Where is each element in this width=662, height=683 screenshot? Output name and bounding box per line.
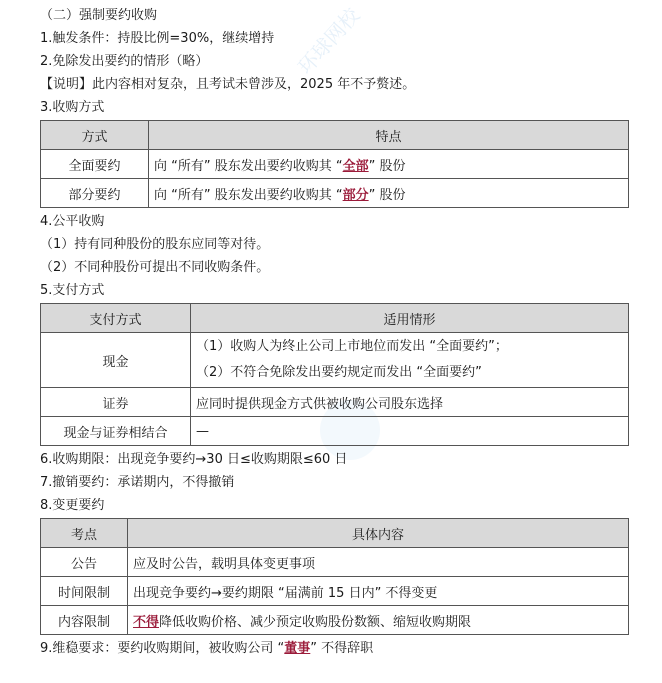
payment-securities-case: 应同时提供现金方式供被收购公司股东选择	[191, 388, 629, 417]
table-row	[41, 150, 629, 179]
cash-case-2: （2）不符合免除发出要约规定而发出 “全面要约”	[196, 365, 482, 380]
method-header-mode: 方式	[41, 121, 149, 150]
fair-title: 4.公平收购	[40, 214, 105, 229]
method-table	[40, 120, 629, 208]
table-row	[41, 548, 629, 577]
change-content: 应及时公告，载明具体变更事项	[128, 548, 629, 577]
stability-requirement: 9.维稳要求：要约收购期间，被收购公司 “董事” 不得辞职	[40, 641, 374, 656]
change-content: 不得降低收购价格、减少预定收购股份数额、缩短收购期限	[128, 606, 629, 635]
payment-cash: 现金	[41, 333, 191, 388]
table-row	[41, 417, 629, 446]
change-header-content: 具体内容	[128, 519, 629, 548]
change-point: 内容限制	[41, 606, 128, 635]
payment-header-mode: 支付方式	[41, 304, 191, 333]
note-line: 【说明】此内容相对复杂，且考试未曾涉及，2025 年不予赘述。	[40, 77, 416, 92]
table-row	[41, 577, 629, 606]
section-heading: （二）强制要约收购	[40, 8, 158, 23]
method-header-feature: 特点	[149, 121, 629, 150]
payment-mixed: 现金与证券相结合	[41, 417, 191, 446]
emphasis-text: 全部	[342, 158, 369, 174]
change-title: 8.变更要约	[40, 498, 105, 513]
fair-point-1: （1）持有同种股份的股东应同等对待。	[40, 237, 270, 252]
change-point: 时间限制	[41, 577, 128, 606]
change-table	[40, 518, 629, 635]
offer-revoke: 7.撤销要约：承诺期内，不得撤销	[40, 475, 235, 490]
table-row	[41, 388, 629, 417]
method-name: 全面要约	[41, 150, 149, 179]
payment-header-case: 适用情形	[191, 304, 629, 333]
payment-table	[40, 303, 629, 446]
change-header-point: 考点	[41, 519, 128, 548]
table-row	[41, 606, 629, 635]
offer-period: 6.收购期限：出现竞争要约→30 日≤收购期限≤60 日	[40, 452, 348, 467]
method-feature: 向 “所有” 股东发出要约收购其 “部分” 股份	[149, 179, 629, 208]
method-name: 部分要约	[41, 179, 149, 208]
document-body	[40, 4, 630, 660]
change-point: 公告	[41, 548, 128, 577]
method-title: 3.收购方式	[40, 100, 105, 115]
change-content: 出现竞争要约→要约期限 “届满前 15 日内” 不得变更	[128, 577, 629, 606]
watermark-text: 环球网校	[292, 3, 365, 79]
trigger-condition: 1.触发条件：持股比例=30%，继续增持	[40, 31, 275, 46]
exemption-line: 2.免除发出要约的情形（略）	[40, 54, 209, 69]
payment-securities: 证券	[41, 388, 191, 417]
cash-case-1: （1）收购人为终止公司上市地位而发出 “全面要约”；	[196, 339, 508, 354]
payment-cash-cases	[191, 333, 629, 388]
emphasis-text: 不得	[133, 614, 160, 630]
payment-title: 5.支付方式	[40, 283, 105, 298]
table-row	[41, 179, 629, 208]
emphasis-text: 董事	[284, 641, 311, 656]
table-row	[41, 333, 629, 388]
payment-mixed-case: —	[191, 417, 629, 446]
emphasis-text: 部分	[342, 187, 369, 203]
method-feature: 向 “所有” 股东发出要约收购其 “全部” 股份	[149, 150, 629, 179]
fair-point-2: （2）不同种股份可提出不同收购条件。	[40, 260, 270, 275]
